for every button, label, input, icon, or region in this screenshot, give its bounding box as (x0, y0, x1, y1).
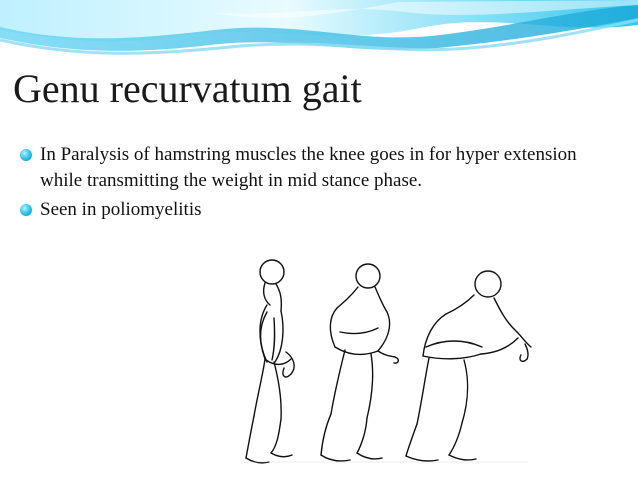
bullet-item-poliomyelitis (18, 197, 618, 223)
bullet-item-hamstring-paralysis (18, 142, 618, 194)
bullet-text: In Paralysis of hamstring muscles the knee goes in for hyper extension while transmitting the weight in mid stance phase. (40, 144, 577, 191)
bullet-list (18, 142, 618, 226)
walking-figure-right-icon (406, 271, 531, 461)
slide-title: Genu recurvatum gait (13, 66, 362, 111)
bullet-text: Seen in poliomyelitis (40, 199, 202, 220)
bullet-dot-icon (20, 149, 32, 161)
walking-figure-middle-icon (321, 264, 398, 461)
gait-illustration (236, 256, 536, 466)
bullet-dot-icon (20, 204, 32, 216)
walking-figure-left-icon (246, 260, 294, 463)
